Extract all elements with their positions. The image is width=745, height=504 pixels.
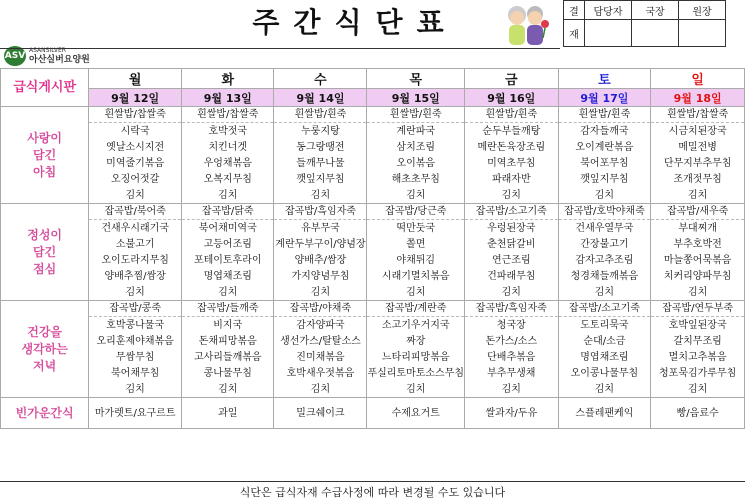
menu-item: 청경채들깨볶음 bbox=[570, 270, 639, 282]
menu-item: 과일 bbox=[218, 407, 238, 419]
menu-item: 양배추찜/쌈장 bbox=[104, 270, 166, 282]
date-cell: 9월 15일 bbox=[367, 89, 465, 107]
menu-cell bbox=[651, 204, 745, 301]
date-cell: 9월 17일 bbox=[558, 89, 651, 107]
approval-sign-head[interactable] bbox=[679, 20, 726, 47]
menu-cell bbox=[89, 301, 182, 398]
menu-item: 미역줄기볶음 bbox=[106, 157, 165, 169]
footer-note: 식단은 급식자재 수급사정에 따라 변경될 수도 있습니다 bbox=[0, 481, 745, 504]
approval-col-director: 국장 bbox=[632, 1, 679, 20]
menu-item: 김치 bbox=[594, 189, 615, 201]
date-cell: 9월 13일 bbox=[182, 89, 274, 107]
menu-item: 밀크쉐이크 bbox=[296, 407, 345, 419]
menu-item: 진미채볶음 bbox=[296, 351, 345, 363]
day-header: 금 bbox=[465, 69, 559, 89]
menu-item: 김치 bbox=[310, 189, 331, 201]
menu-item: 우렁된장국 bbox=[487, 223, 536, 235]
menu-item: 건새우열무국 bbox=[575, 223, 634, 235]
menu-cell bbox=[89, 107, 182, 204]
menu-item: 메란돈육장조림 bbox=[477, 142, 546, 154]
menu-item: 시래기멸치볶음 bbox=[381, 270, 450, 282]
menu-cell bbox=[274, 204, 367, 301]
menu-item: 흰쌀밥/찹쌀죽 bbox=[89, 107, 181, 123]
menu-item: 고사리들깨볶음 bbox=[193, 351, 262, 363]
menu-item: 김치 bbox=[218, 189, 238, 201]
menu-item: 동그랑땡전 bbox=[296, 142, 345, 154]
menu-item: 오이볶음 bbox=[396, 157, 436, 169]
approval-box bbox=[563, 0, 726, 47]
meal-label-text: 사랑이 담긴 아침 bbox=[27, 130, 63, 179]
menu-item: 호박젓국 bbox=[208, 126, 248, 138]
menu-item: 북어포무침 bbox=[580, 157, 629, 169]
date-cell: 9월 14일 bbox=[274, 89, 367, 107]
menu-cell bbox=[465, 107, 559, 204]
menu-item: 오이도라지무침 bbox=[101, 254, 169, 266]
menu-item: 치킨너겟 bbox=[208, 142, 248, 154]
menu-item: 연근조림 bbox=[491, 254, 531, 266]
menu-item: 도토리묵국 bbox=[580, 320, 629, 332]
grandparents-illustration bbox=[500, 2, 552, 48]
menu-item: 북어채미역국 bbox=[198, 223, 257, 235]
menu-item: 조개젓무침 bbox=[673, 173, 722, 185]
menu-cell bbox=[465, 204, 559, 301]
meal-label-text: 정성이 담긴 점심 bbox=[27, 227, 63, 276]
menu-item: 흰쌀밥/흰죽 bbox=[274, 107, 366, 123]
menu-item: 쌀과자/두유 bbox=[485, 407, 538, 419]
menu-item: 청국장 bbox=[496, 320, 526, 332]
divider bbox=[0, 48, 560, 49]
menu-cell bbox=[558, 398, 651, 429]
menu-item: 소고기우거지국 bbox=[381, 320, 450, 332]
menu-item: 콩나물무침 bbox=[203, 367, 252, 379]
menu-item: 잡곡밥/소고기죽 bbox=[559, 301, 651, 317]
menu-item: 떡만둣국 bbox=[396, 223, 436, 235]
menu-cell bbox=[558, 204, 651, 301]
approval-label-1: 결 bbox=[564, 1, 585, 20]
menu-item: 짜장 bbox=[406, 336, 426, 348]
menu-item: 김치 bbox=[310, 286, 331, 298]
menu-item: 양배추/쌈장 bbox=[294, 254, 347, 266]
menu-item: 김치 bbox=[125, 189, 145, 201]
menu-item: 김치 bbox=[501, 189, 521, 201]
menu-item: 해초초무침 bbox=[391, 173, 440, 185]
menu-item: 호박새우젓볶음 bbox=[286, 367, 355, 379]
menu-item: 우엉채볶음 bbox=[203, 157, 252, 169]
menu-cell bbox=[465, 398, 559, 429]
menu-item: 수제요거트 bbox=[391, 407, 440, 419]
day-header: 수 bbox=[274, 69, 367, 89]
menu-cell bbox=[182, 204, 274, 301]
menu-item: 단배추볶음 bbox=[487, 351, 536, 363]
menu-item: 호박잎된장국 bbox=[668, 320, 727, 332]
meal-label bbox=[1, 204, 89, 301]
menu-item: 김치 bbox=[125, 383, 145, 395]
menu-item: 포테이토후라이 bbox=[193, 254, 262, 266]
menu-item: 가지양념무침 bbox=[291, 270, 350, 282]
menu-item: 잡곡밥/계란죽 bbox=[367, 301, 464, 317]
meal-label bbox=[1, 398, 89, 429]
approval-col-staff: 담당자 bbox=[585, 1, 632, 20]
menu-item: 김치 bbox=[687, 189, 708, 201]
day-header: 목 bbox=[367, 69, 465, 89]
menu-item: 스플레팬케익 bbox=[575, 407, 634, 419]
menu-cell bbox=[651, 301, 745, 398]
menu-item: 건새우시래기국 bbox=[101, 223, 169, 235]
menu-item: 김치 bbox=[406, 383, 426, 395]
menu-item: 푸실리토마토소스무침 bbox=[367, 367, 465, 379]
menu-item: 간장불고기 bbox=[580, 239, 629, 251]
menu-item: 무쌈무침 bbox=[115, 351, 155, 363]
menu-item: 오복지무침 bbox=[203, 173, 252, 185]
menu-item: 마가렛트/요구르트 bbox=[94, 407, 176, 419]
menu-item: 잡곡밥/흑임자죽 bbox=[274, 204, 366, 220]
menu-item: 잡곡밥/들깨죽 bbox=[182, 301, 273, 317]
menu-item: 김치 bbox=[687, 383, 708, 395]
day-header: 월 bbox=[89, 69, 182, 89]
menu-item: 잡곡밥/연두부죽 bbox=[651, 301, 744, 317]
logo-subtext: ASANSILVER bbox=[29, 46, 66, 54]
menu-item: 흰쌀밥/찹쌀죽 bbox=[182, 107, 273, 123]
day-header: 화 bbox=[182, 69, 274, 89]
logo-name: 아산실버요양원 bbox=[29, 54, 90, 65]
weekly-menu-table bbox=[0, 68, 745, 429]
menu-item: 잡곡밥/콩죽 bbox=[89, 301, 181, 317]
logo-mark-icon: ASV bbox=[4, 46, 26, 66]
day-header: 일 bbox=[651, 69, 745, 89]
menu-item: 김치 bbox=[310, 383, 331, 395]
menu-cell bbox=[274, 398, 367, 429]
approval-sign-director[interactable] bbox=[632, 20, 679, 47]
menu-item: 마늘쫑어묵볶음 bbox=[663, 254, 732, 266]
menu-item: 순대/소금 bbox=[583, 336, 626, 348]
menu-item: 빵/음료수 bbox=[676, 407, 719, 419]
menu-item: 잡곡밥/새우죽 bbox=[651, 204, 744, 220]
date-cell: 9월 18일 bbox=[651, 89, 745, 107]
menu-item: 흰쌀밥/흰죽 bbox=[465, 107, 558, 123]
menu-item: 쫄면 bbox=[406, 239, 426, 251]
menu-item: 누룽지탕 bbox=[301, 126, 340, 138]
menu-item: 청포묵김가루무침 bbox=[659, 367, 737, 379]
menu-item: 돈가스/소스 bbox=[485, 336, 538, 348]
menu-cell bbox=[558, 107, 651, 204]
menu-item: 순두부들깨탕 bbox=[482, 126, 541, 138]
menu-item: 단무지부추무침 bbox=[663, 157, 732, 169]
menu-item: 잡곡밥/닭죽 bbox=[182, 204, 273, 220]
menu-item: 미역초무침 bbox=[487, 157, 536, 169]
menu-item: 흰쌀밥/찹쌀죽 bbox=[651, 107, 744, 123]
menu-item: 감자들깨국 bbox=[580, 126, 629, 138]
menu-cell bbox=[89, 204, 182, 301]
menu-item: 김치 bbox=[687, 286, 708, 298]
menu-item: 호박콩나물국 bbox=[106, 320, 165, 332]
approval-sign-staff[interactable] bbox=[585, 20, 632, 47]
menu-item: 느타리피망볶음 bbox=[381, 351, 450, 363]
menu-cell bbox=[651, 107, 745, 204]
menu-item: 치커리양파무침 bbox=[663, 270, 732, 282]
menu-item: 삼치조림 bbox=[396, 142, 436, 154]
menu-item: 들깨무나물 bbox=[296, 157, 345, 169]
menu-item: 김치 bbox=[594, 286, 615, 298]
menu-item: 잡곡밥/소고기죽 bbox=[465, 204, 558, 220]
menu-cell bbox=[89, 398, 182, 429]
menu-item: 김치 bbox=[406, 189, 426, 201]
menu-item: 비지국 bbox=[213, 320, 243, 332]
meal-label bbox=[1, 107, 89, 204]
menu-item: 유부무국 bbox=[301, 223, 340, 235]
menu-item: 김치 bbox=[218, 383, 238, 395]
menu-cell bbox=[558, 301, 651, 398]
menu-item: 멸치고추볶음 bbox=[668, 351, 727, 363]
menu-cell bbox=[182, 398, 274, 429]
menu-item: 흰쌀밥/흰죽 bbox=[367, 107, 464, 123]
corner-label-text: 급식게시판 bbox=[13, 80, 77, 95]
menu-item: 오징어젓갈 bbox=[111, 173, 160, 185]
menu-item: 감자고추조림 bbox=[575, 254, 634, 266]
menu-item: 시금치된장국 bbox=[668, 126, 727, 138]
menu-cell bbox=[367, 107, 465, 204]
menu-item: 잡곡밥/흑임자죽 bbox=[465, 301, 558, 317]
approval-label-2: 재 bbox=[564, 20, 585, 47]
menu-item: 명엽채조림 bbox=[203, 270, 252, 282]
menu-item: 계란두부구이/양념장 bbox=[275, 239, 366, 251]
menu-item: 야채튀김 bbox=[396, 254, 436, 266]
menu-item: 생선가스/탈탈소스 bbox=[280, 336, 361, 348]
menu-item: 김치 bbox=[594, 383, 615, 395]
menu-item: 춘천닭갈비 bbox=[487, 239, 536, 251]
menu-item: 오이계란볶음 bbox=[575, 142, 634, 154]
menu-item: 메밀전병 bbox=[678, 142, 717, 154]
menu-item: 잡곡밥/북어죽 bbox=[89, 204, 181, 220]
menu-item: 흰쌀밥/흰죽 bbox=[559, 107, 651, 123]
menu-item: 김치 bbox=[218, 286, 238, 298]
menu-item: 건파래무침 bbox=[487, 270, 536, 282]
menu-item: 김치 bbox=[125, 286, 145, 298]
menu-cell bbox=[182, 301, 274, 398]
menu-item: 파래자반 bbox=[491, 173, 531, 185]
date-cell: 9월 12일 bbox=[89, 89, 182, 107]
menu-item: 김치 bbox=[501, 383, 521, 395]
page-title: 주간식단표 bbox=[252, 6, 458, 39]
menu-cell bbox=[182, 107, 274, 204]
menu-item: 돈채피망볶음 bbox=[198, 336, 257, 348]
menu-item: 잡곡밥/야채죽 bbox=[274, 301, 366, 317]
date-cell: 9월 16일 bbox=[465, 89, 559, 107]
menu-item: 시락국 bbox=[120, 126, 150, 138]
menu-item: 부대찌개 bbox=[678, 223, 717, 235]
menu-item: 고등어조림 bbox=[203, 239, 252, 251]
corner-label bbox=[1, 69, 89, 107]
menu-cell bbox=[367, 301, 465, 398]
menu-cell bbox=[274, 301, 367, 398]
meal-label bbox=[1, 301, 89, 398]
menu-item: 감자양파국 bbox=[296, 320, 345, 332]
menu-item: 김치 bbox=[406, 286, 426, 298]
menu-item: 오리훈제야채볶음 bbox=[96, 336, 174, 348]
menu-cell bbox=[367, 204, 465, 301]
approval-col-head: 원장 bbox=[679, 1, 726, 20]
menu-item: 명엽채조림 bbox=[580, 351, 629, 363]
menu-cell bbox=[367, 398, 465, 429]
menu-item: 갈치무조림 bbox=[673, 336, 722, 348]
day-header: 토 bbox=[558, 69, 651, 89]
menu-cell bbox=[274, 107, 367, 204]
menu-cell bbox=[651, 398, 745, 429]
menu-item: 깻잎지무침 bbox=[296, 173, 345, 185]
meal-label-text: 건강을 생각하는 저녁 bbox=[21, 324, 68, 373]
menu-cell bbox=[465, 301, 559, 398]
menu-item: 계란파국 bbox=[396, 126, 436, 138]
menu-item: 잡곡밥/호박야채죽 bbox=[559, 204, 651, 220]
menu-item: 잡곡밥/당근죽 bbox=[367, 204, 464, 220]
menu-item: 김치 bbox=[501, 286, 521, 298]
menu-item: 소불고기 bbox=[115, 239, 155, 251]
menu-item: 부추호박전 bbox=[673, 239, 722, 251]
meal-label-text: 빈가운간식 bbox=[15, 405, 74, 420]
menu-item: 부추무생채 bbox=[487, 367, 536, 379]
menu-item: 깻잎지무침 bbox=[580, 173, 629, 185]
menu-item: 옛날소시지전 bbox=[106, 142, 165, 154]
menu-item: 북어채무침 bbox=[111, 367, 160, 379]
menu-item: 오이콩나물무침 bbox=[570, 367, 639, 379]
